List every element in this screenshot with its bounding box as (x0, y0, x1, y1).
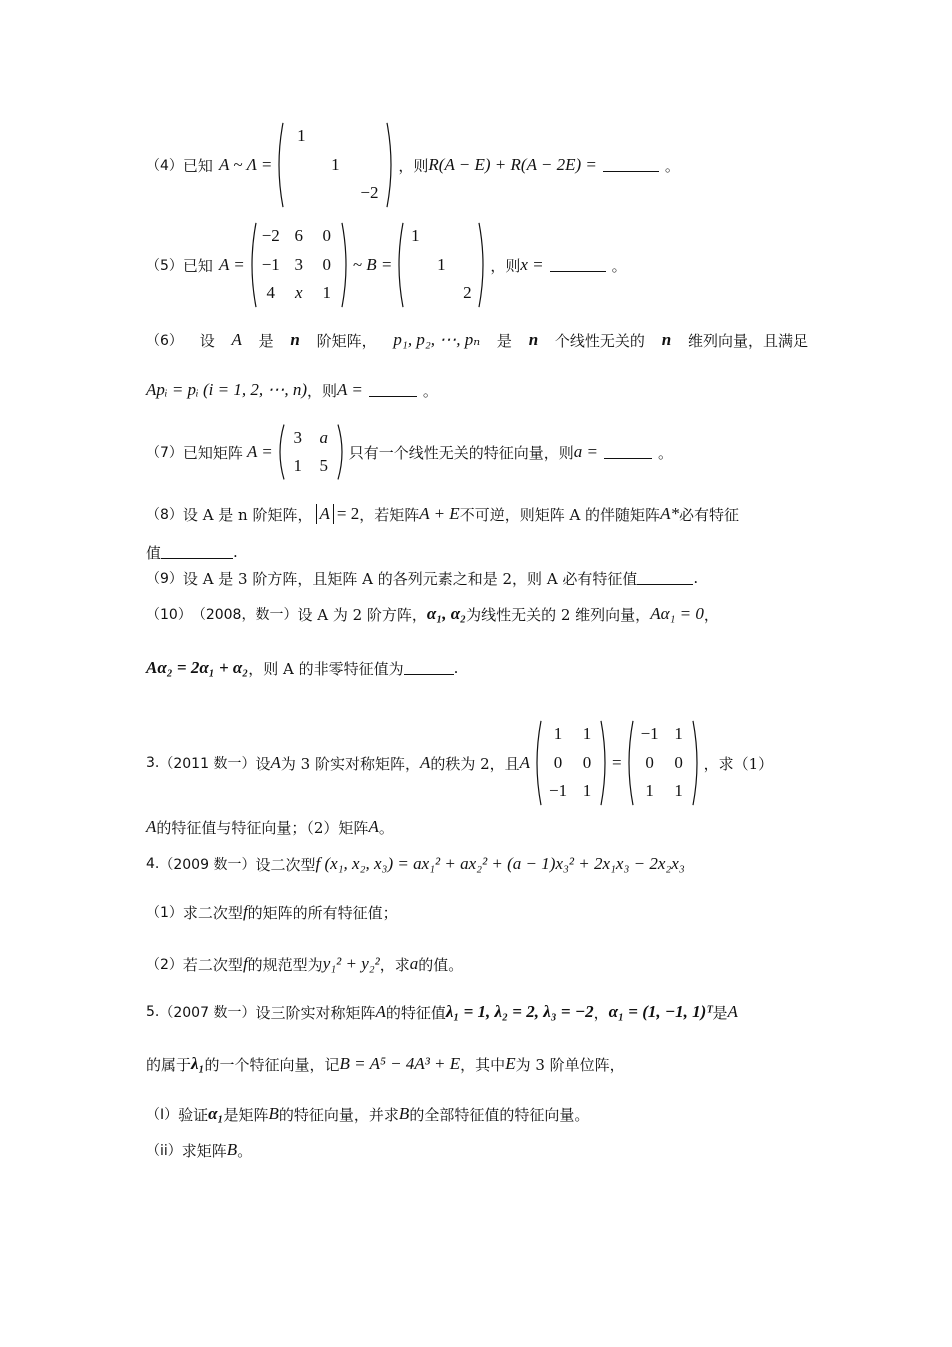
determinant: A (316, 504, 334, 524)
question-number: （8） (146, 507, 183, 523)
matrix-b (394, 222, 488, 308)
math-expr: Aα₂ = 2α₁ + α₂ (146, 658, 249, 677)
matrix-entry: x (294, 283, 303, 303)
question-10-line-1 (146, 600, 719, 628)
matrix-entry: −2 (261, 226, 280, 245)
text: 已知矩阵 (182, 443, 243, 462)
matrix-entry: 3 (293, 428, 302, 447)
matrix-entry: 0 (582, 752, 592, 772)
answer-blank[interactable] (404, 673, 454, 675)
equals-sign: = (612, 753, 622, 772)
text: 是 (496, 331, 512, 350)
sub-number: （2） (146, 957, 183, 973)
matrix-entry (456, 222, 478, 250)
text: 为 3 阶实对称矩阵， (280, 754, 420, 773)
math-expr: λ₁ = 1, λ₂ = 2, λ₃ = −2 (445, 1002, 594, 1021)
math-var: f (242, 902, 248, 921)
text: 设 (255, 754, 271, 773)
matrix-entry: 4 (266, 283, 275, 303)
text: 。 (378, 818, 394, 837)
problem-4-sub-2 (146, 950, 463, 978)
left-paren (274, 122, 284, 208)
question-5 (146, 222, 627, 308)
question-number: （5） (146, 258, 183, 274)
text: 的规范型为 (247, 955, 323, 974)
math-var: α₁ (208, 1104, 224, 1123)
text: 设 A 为 2 阶方阵， (297, 605, 427, 624)
matrix-entry: 3 (294, 254, 303, 274)
matrix-entry: −2 (360, 183, 379, 203)
text: 是 (712, 1003, 728, 1022)
matrix-entry: 2 (463, 283, 472, 303)
matrix-entry: 1 (331, 154, 340, 174)
text: 的矩阵的所有特征值； (247, 903, 398, 922)
math-expr: y₁² + y₂² (322, 954, 380, 973)
question-6-line-2 (146, 376, 438, 404)
matrix-left (532, 720, 610, 806)
math-var: n (290, 330, 300, 349)
left-paren (394, 222, 404, 308)
matrix-entry (284, 151, 318, 179)
source-tag: （2008，数一） (191, 607, 298, 623)
matrix-entry: 0 (645, 752, 654, 772)
math-expr: x = (520, 255, 544, 274)
matrix-entry: 1 (553, 724, 563, 743)
math-var: A (231, 330, 242, 349)
matrix-entry: 1 (645, 781, 654, 801)
matrix-entry (426, 279, 456, 307)
math-var: n (528, 330, 539, 349)
matrix-entry: −1 (640, 724, 659, 743)
right-paren (692, 720, 702, 806)
text: 必有特征 (678, 505, 739, 524)
matrix-entry: 0 (322, 226, 331, 245)
matrix-entry: 1 (437, 254, 446, 274)
text: 维列向量，且满足 (687, 331, 808, 350)
text: ， (593, 1003, 609, 1022)
math-var: B (268, 1104, 279, 1123)
question-number: （4） (146, 158, 183, 174)
problem-number: 3. (146, 755, 160, 771)
text: 求二次型 (182, 903, 243, 922)
math-var: n (661, 330, 672, 349)
matrix-cells (404, 222, 478, 308)
answer-blank[interactable] (604, 457, 652, 459)
matrix-entry (318, 179, 352, 207)
matrix-entry (284, 179, 318, 207)
matrix-entry: 6 (294, 226, 303, 245)
text: 设 (199, 331, 215, 350)
problem-4-line-1 (146, 850, 685, 878)
math-expr: a = (573, 442, 598, 461)
problem-5-line-2 (146, 1050, 625, 1078)
math-var: E (505, 1054, 516, 1073)
math-lhs: A = (218, 255, 245, 274)
matrix-entry: 5 (319, 456, 328, 475)
problem-5-line-1 (146, 998, 738, 1026)
math-var: A (519, 753, 531, 772)
matrix-entry: 1 (582, 781, 592, 801)
text: 是矩阵 (223, 1105, 269, 1124)
math-var: a (409, 954, 419, 973)
matrix-entry (426, 222, 456, 250)
problem-number: 4. (146, 856, 160, 872)
math-var: A (368, 817, 379, 836)
math-expr: R(A − E) + R(A − 2E) = (428, 155, 597, 174)
text: 设二次型 (255, 855, 316, 874)
left-paren (247, 222, 257, 308)
math-var: A (727, 1002, 738, 1021)
text: 不可逆，则矩阵 A 的伴随矩阵 (459, 505, 661, 524)
right-paren (386, 122, 396, 208)
math-lhs: A ~ Λ = (218, 155, 273, 174)
text: ，则 (307, 381, 338, 400)
problem-4-sub-1 (146, 898, 398, 926)
source-tag: （2011 数一） (159, 756, 256, 772)
source-tag: （2007 数一） (159, 1005, 256, 1021)
math-var: A (146, 817, 157, 836)
math-expr: A = (337, 380, 363, 399)
math-lhs: A = (246, 442, 273, 461)
math-expr: Aα₁ = 0 (650, 604, 704, 623)
matrix-entry: 0 (674, 752, 683, 772)
question-7 (146, 424, 673, 480)
text: 的全部特征值的特征向量。 (409, 1105, 590, 1124)
matrix-a (275, 424, 347, 480)
text: 设 A 是 n 阶矩阵， (182, 505, 313, 524)
math-var: A (419, 753, 431, 772)
text: . (453, 659, 459, 677)
text: 阶矩阵， (316, 331, 377, 350)
math-var: B (226, 1140, 238, 1159)
matrix-cells (284, 122, 386, 208)
text: 已知 (182, 256, 213, 275)
math-var: A (270, 753, 281, 772)
text: ， (703, 605, 719, 624)
matrix-right (624, 720, 702, 806)
matrix-entry: 1 (411, 226, 420, 245)
text: 。 (658, 443, 674, 462)
text: ，则 (398, 156, 429, 175)
math-expr: f (x₁, x₂, x₃) = ax₁² + ax₂² + (a − 1)x₃² + 2x₁x₃ − 2x₂x₃ (315, 854, 685, 873)
answer-blank[interactable] (369, 395, 417, 397)
text: 的特征值与特征向量；（2）矩阵 (156, 818, 369, 837)
sub-number: （I） (146, 1107, 179, 1123)
problem-5-sub-ii (146, 1136, 252, 1164)
matrix-entry (404, 251, 426, 279)
text: 设三阶实对称矩阵 (255, 1003, 376, 1022)
problem-number: 5. (146, 1004, 160, 1020)
matrix-entry: 1 (674, 781, 683, 801)
problem-3-line-2 (146, 814, 394, 840)
matrix-entry: 1 (297, 126, 306, 145)
matrix-entry: 1 (293, 456, 302, 475)
matrix-entry (318, 122, 352, 150)
text: 的秩为 2，且 (430, 754, 520, 773)
text: 的特征向量，并求 (278, 1105, 399, 1124)
text: 值 (146, 543, 162, 562)
text: 。 (237, 1141, 253, 1160)
problem-3-line-1 (146, 720, 773, 806)
matrix-entry (352, 122, 386, 150)
matrix-entry: 1 (322, 283, 331, 303)
question-number: （10） (146, 607, 192, 623)
text: ，若矩阵 (359, 505, 420, 524)
math-expr: = 2 (336, 504, 360, 523)
math-expr: α₁ = (1, −1, 1)ᵀ (608, 1002, 713, 1021)
text: 是 (258, 331, 274, 350)
question-number: （7） (146, 445, 183, 461)
answer-blank[interactable] (637, 583, 693, 585)
text: ，则 A 的非零特征值为 (248, 659, 404, 678)
math-var: f (242, 954, 248, 973)
matrix-entry (456, 251, 478, 279)
text: 的属于 (146, 1055, 192, 1074)
text: 的值。 (418, 955, 464, 974)
text: 为线性无关的 2 维列向量， (466, 605, 651, 624)
matrix-lambda (274, 122, 396, 208)
text: 。 (664, 156, 680, 175)
matrix-cells (257, 222, 341, 308)
matrix-entry: −1 (549, 781, 568, 801)
question-8-line-1 (146, 500, 739, 528)
question-10-line-2 (146, 654, 458, 682)
text: 若二次型 (182, 955, 243, 974)
matrix-entry: 1 (582, 724, 592, 743)
math-expr: A + E (419, 504, 460, 523)
matrix-entry: 0 (322, 254, 331, 274)
matrix-entry: a (319, 428, 328, 447)
text: 设 A 是 3 阶方阵，且矩阵 A 的各列元素之和是 2，则 A 必有特征值 (182, 569, 638, 588)
source-tag: （2009 数一） (159, 857, 256, 873)
text: 已知 (182, 156, 213, 175)
math-var: λ₁ (191, 1054, 205, 1073)
text: 。 (422, 381, 438, 400)
text: 验证 (178, 1105, 209, 1124)
answer-blank[interactable] (161, 557, 233, 559)
question-number: （9） (146, 571, 183, 587)
math-var: A (375, 1002, 386, 1021)
text: ，求 (379, 955, 410, 974)
text: 的一个特征向量，记 (204, 1055, 340, 1074)
text: 的特征值 (385, 1003, 446, 1022)
math-vectors: α₁, α₂ (426, 604, 467, 623)
matrix-a (247, 222, 351, 308)
answer-blank[interactable] (603, 170, 659, 172)
text: 为 3 阶单位阵， (515, 1055, 625, 1074)
right-paren (341, 222, 351, 308)
question-number: （6） (146, 333, 183, 349)
question-8-line-2 (146, 540, 238, 564)
sub-number: （1） (146, 905, 183, 921)
math-expr: A* (660, 504, 679, 523)
math-var: B (398, 1104, 410, 1123)
text: ，其中 (460, 1055, 506, 1074)
math-sim: ~ B = (352, 255, 393, 274)
matrix-cells (542, 720, 600, 806)
right-paren (478, 222, 488, 308)
matrix-entry (404, 279, 426, 307)
matrix-entry: −1 (261, 254, 280, 274)
text: 个线性无关的 (554, 331, 645, 350)
math-expr: Apᵢ = pᵢ (i = 1, 2, ⋯, n) (146, 380, 308, 399)
question-4 (146, 122, 680, 208)
left-paren (624, 720, 634, 806)
matrix-entry: 1 (674, 724, 683, 743)
matrix-entry: 0 (553, 752, 563, 772)
sub-number: （ii） (146, 1143, 182, 1159)
math-expr: B = A⁵ − 4A³ + E (339, 1054, 461, 1073)
text: 。 (611, 256, 627, 275)
question-6-line-1 (146, 326, 808, 354)
matrix-cells (285, 424, 337, 480)
question-9 (146, 566, 698, 590)
right-paren (600, 720, 610, 806)
left-paren (532, 720, 542, 806)
answer-blank[interactable] (550, 270, 606, 272)
math-vectors: p₁, p₂, ⋯, pₙ (393, 330, 481, 349)
text: . (233, 543, 238, 561)
problem-5-sub-i (146, 1100, 589, 1128)
right-paren (337, 424, 347, 480)
text: ，求（1） (703, 754, 774, 773)
left-paren (275, 424, 285, 480)
text: ，则 (490, 256, 521, 275)
text: 求矩阵 (181, 1141, 227, 1160)
matrix-entry (352, 151, 386, 179)
text: 只有一个线性无关的特征向量，则 (348, 443, 574, 462)
matrix-cells (634, 720, 692, 806)
text: . (693, 569, 699, 587)
